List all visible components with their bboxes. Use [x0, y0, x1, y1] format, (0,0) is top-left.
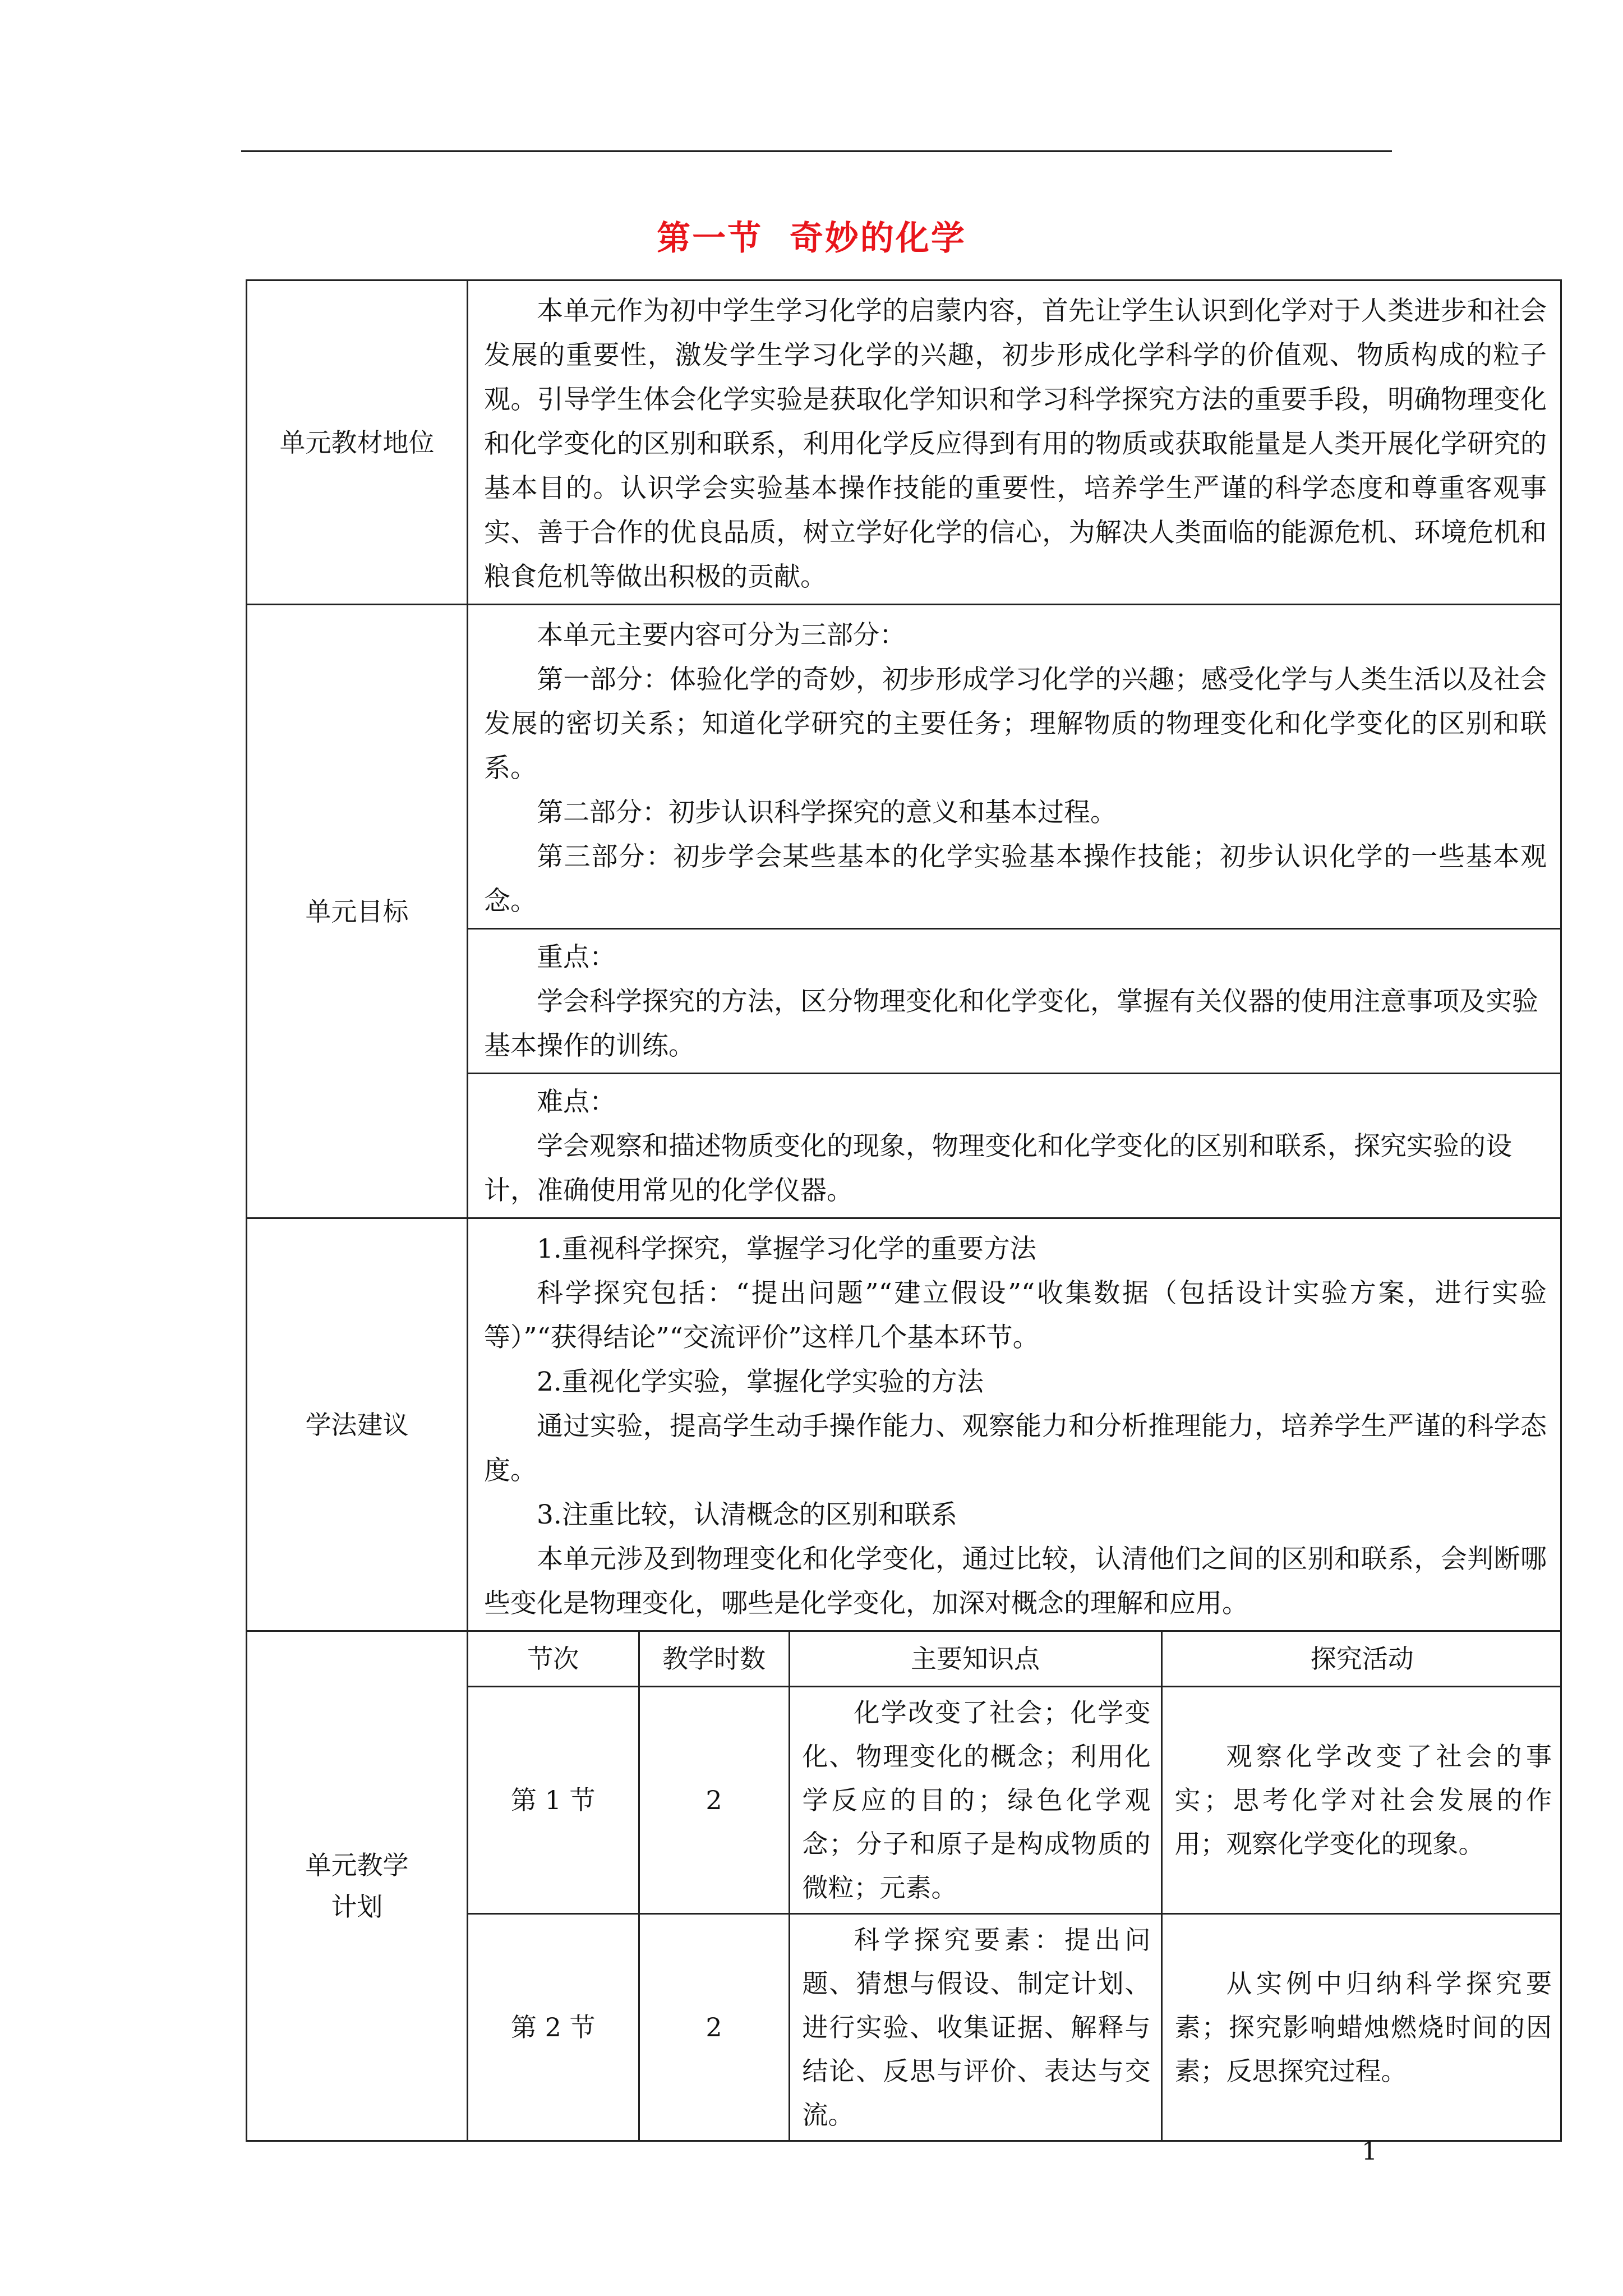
goals-part1: 第一部分：体验化学的奇妙，初步形成学习化学的兴趣；感受化学与人类生活以及社会发展的密切关系；知道化学研究的主要任务；理解物质的物理变化和化学变化的区别和联系。 [484, 664, 1547, 784]
plan-row-2 [468, 1914, 1562, 2141]
plan-row-1-knowledge: 化学改变了社会；化学变化、物理变化的概念；利用化学反应的目的；绿色化学观念；分子和原子是构成物质的微粒；元素。 [802, 1697, 1151, 1903]
plan-header-hours: 教学时数 [639, 1632, 789, 1687]
plan-header-activity: 探究活动 [1161, 1632, 1562, 1687]
plan-row-1-activity: 观察化学改变了社会的事实；思考化学对社会发展的作用；观察化学变化的现象。 [1174, 1741, 1552, 1859]
unit-table [246, 279, 1562, 2142]
plan-row-1-knowledge-cell [789, 1687, 1161, 1914]
plan-row-1-hours: 2 [639, 1687, 789, 1914]
cell-textbook-position [468, 280, 1561, 605]
goals-part2: 第二部分：初步认识科学探究的意义和基本过程。 [537, 797, 1117, 828]
label-study-advice: 学法建议 [247, 1218, 468, 1631]
advice-item-6: 本单元涉及到物理变化和化学变化，通过比较，认清他们之间的区别和联系，会判断哪些变化是物理变化，哪些是化学变化，加深对概念的理解和应用。 [484, 1544, 1547, 1619]
advice-item-3: 2.重视化学实验，掌握化学实验的方法 [537, 1366, 984, 1397]
label-teaching-plan-line2: 计划 [331, 1892, 383, 1922]
difficulties-text: 学会观察和描述物质变化的现象，物理变化和化学变化的区别和联系，探究实验的设计，准确使用常见的化学仪器。 [484, 1131, 1512, 1206]
advice-item-5: 3.注重比较，认清概念的区别和联系 [537, 1499, 957, 1530]
plan-row-2-knowledge: 科学探究要素：提出问题、猜想与假设、制定计划、进行实验、收集证据、解释与结论、反思与评价、表达与交流。 [802, 1925, 1151, 2130]
textbook-position-text: 本单元作为初中学生学习化学的启蒙内容，首先让学生认识到化学对于人类进步和社会发展的重要性，激发学生学习化学的兴趣，初步形成化学科学的价值观、物质构成的粒子观。引导学生体会化学实验是获取化学知识和学习科学探究方法的重要手段，明确物理变化和化学变化的区别和联系，利用化学反应得到有用的物质或获取能量是人类开展化学研究的基本目的。认识学会实验基本操作技能的重要性，培养学生严谨的科学态度和尊重客观事实、善于合作的优良品质，树立学好化学的信心，为解决人类面临的能源危机、环境危机和粮食危机等做出积极的贡献。 [484, 296, 1547, 592]
plan-row-2-section: 第 2 节 [468, 1914, 639, 2141]
advice-item-2: 科学探究包括：“提出问题”“建立假设”“收集数据（包括设计实验方案，进行实验等）”“获得结论”“交流评价”这样几个基本环节。 [484, 1278, 1547, 1353]
plan-row-2-knowledge-cell [789, 1914, 1161, 2141]
plan-row-1 [468, 1687, 1562, 1914]
row-study-advice [247, 1218, 1561, 1631]
cell-key-points [468, 929, 1561, 1074]
plan-row-1-activity-cell [1161, 1687, 1562, 1914]
label-textbook-position: 单元教材地位 [247, 280, 468, 605]
advice-item-1: 1.重视科学探究，掌握学习化学的重要方法 [537, 1234, 1036, 1264]
key-points-text: 学会科学探究的方法，区分物理变化和化学变化，掌握有关仪器的使用注意事项及实验基本操作的训练。 [484, 986, 1538, 1061]
teaching-plan-table [468, 1632, 1562, 2140]
header-rule [241, 150, 1392, 152]
cell-goals-parts [468, 605, 1561, 929]
label-teaching-plan-line1: 单元教学 [305, 1850, 409, 1880]
key-points-title: 重点： [537, 942, 616, 973]
row-unit-goals [247, 605, 1561, 929]
cell-teaching-plan [468, 1631, 1561, 2141]
goals-part3: 第三部分：初步学会某些基本的化学实验基本操作技能；初步认识化学的一些基本观念。 [484, 841, 1547, 917]
plan-header-row [468, 1632, 1562, 1687]
plan-row-2-activity: 从实例中归纳科学探究要素；探究影响蜡烛燃烧时间的因素；反思探究过程。 [1174, 1968, 1552, 2086]
difficulties-title: 难点： [537, 1087, 616, 1117]
plan-header-knowledge: 主要知识点 [789, 1632, 1161, 1687]
label-unit-goals: 单元目标 [247, 605, 468, 1218]
cell-study-advice [468, 1218, 1561, 1631]
plan-row-2-activity-cell [1161, 1914, 1562, 2141]
row-teaching-plan [247, 1631, 1561, 2141]
row-textbook-position [247, 280, 1561, 605]
page-title: 第一节 奇妙的化学 [657, 219, 966, 258]
goals-intro: 本单元主要内容可分为三部分： [537, 620, 906, 651]
advice-item-4: 通过实验，提高学生动手操作能力、观察能力和分析推理能力，培养学生严谨的科学态度。 [484, 1411, 1547, 1486]
plan-row-2-hours: 2 [639, 1914, 789, 2141]
plan-header-section: 节次 [468, 1632, 639, 1687]
page-number: 1 [1362, 2137, 1377, 2166]
plan-row-1-section: 第 1 节 [468, 1687, 639, 1914]
label-teaching-plan [247, 1631, 468, 2141]
cell-difficulties [468, 1074, 1561, 1218]
